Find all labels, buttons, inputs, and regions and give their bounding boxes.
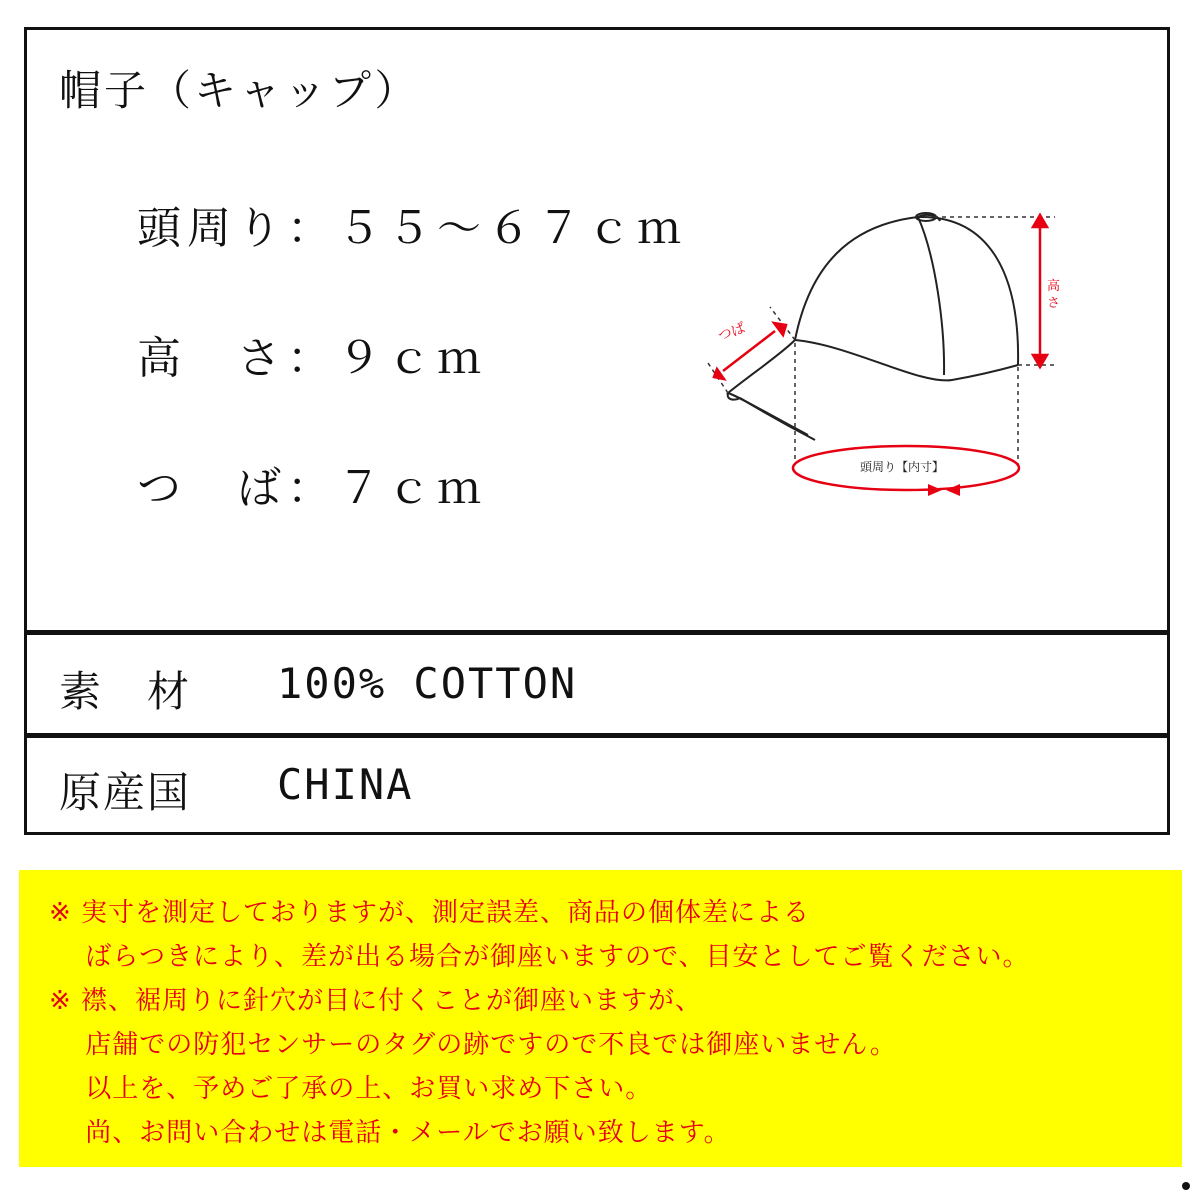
note-line-1: ※ 実寸を測定しておりますが、測定誤差、商品の個体差による xyxy=(49,898,811,928)
cap-diagram xyxy=(690,195,1090,515)
note-line-5: 以上を、予めご了承の上、お買い求め下さい。 xyxy=(49,1074,653,1104)
material-row xyxy=(24,632,1170,736)
note-line-6: 尚、お問い合わせは電話・メールでお願い致します。 xyxy=(49,1118,731,1148)
spec-brim: つ ば：７ｃｍ xyxy=(137,463,487,514)
spec-height: 高 さ：９ｃｍ xyxy=(137,333,487,384)
spec-head-circumference: 頭周り：５５～６７ｃｍ xyxy=(137,203,687,254)
product-title: 帽子（キャップ） xyxy=(59,66,420,115)
origin-value: CHINA xyxy=(277,760,414,809)
note-line-4: 店舗での防犯センサーのタグの跡ですので不良では御座いません。 xyxy=(49,1030,897,1060)
note-line-2: ばらつきにより、差が出る場合が御座いますので、目安としてご覧ください。 xyxy=(49,942,1030,972)
material-value: 100% COTTON xyxy=(277,659,578,708)
cap-outline-icon xyxy=(728,213,1018,440)
origin-label: 原産国 xyxy=(59,768,192,817)
height-label-2: さ xyxy=(1047,296,1061,311)
height-label-1: 高 xyxy=(1047,279,1061,294)
brim-label: つば xyxy=(715,320,748,345)
origin-row xyxy=(24,735,1170,835)
notice-panel xyxy=(19,870,1182,1167)
circumference-label: 頭周り【内寸】 xyxy=(860,460,945,474)
corner-dot xyxy=(1182,1182,1190,1190)
note-line-3: ※ 襟、裾周りに針穴が目に付くことが御座いますが、 xyxy=(49,986,703,1016)
material-label: 素 材 xyxy=(59,667,192,716)
